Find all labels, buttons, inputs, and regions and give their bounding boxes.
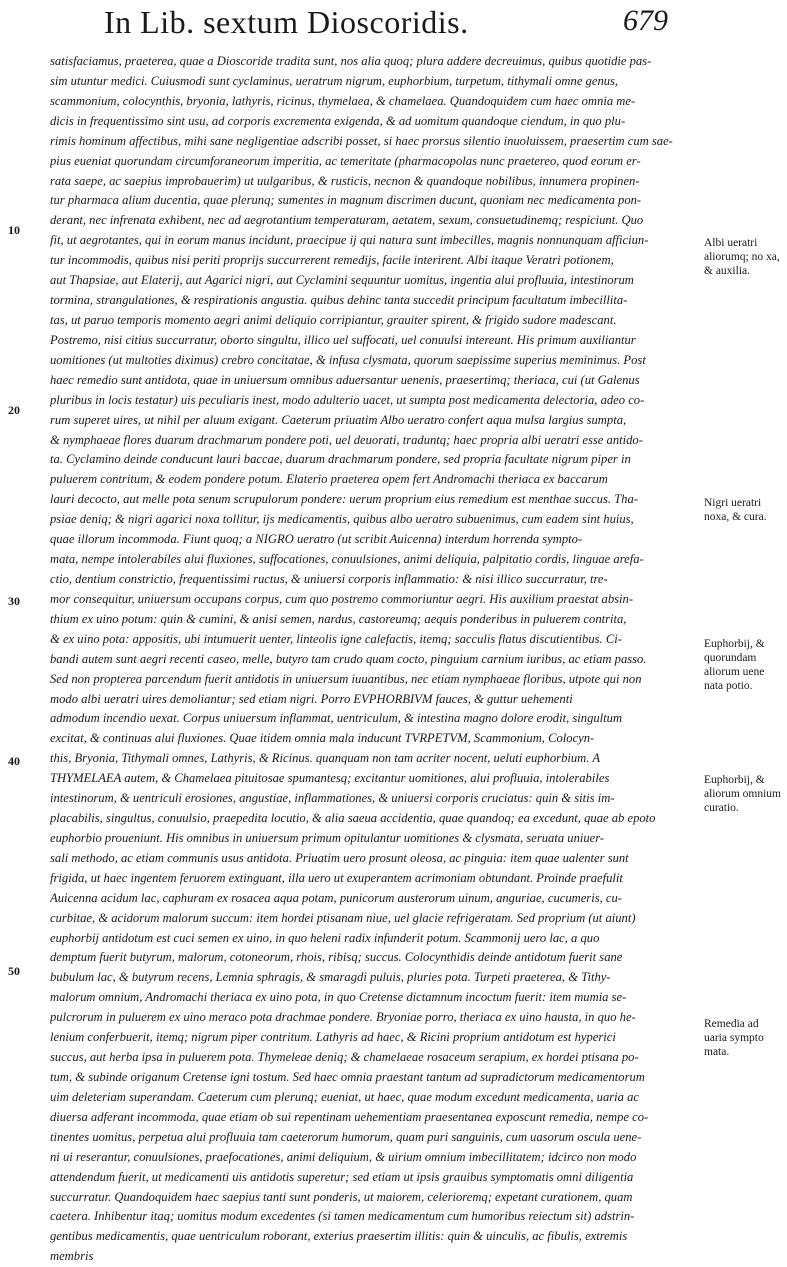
running-title: In Lib. sextum Dioscoridis. (104, 4, 469, 40)
text-line: diuersa adferant incommoda, quae etiam ob sui repentinam uehementiam praesentanea exposcunt remedia, nempe co- (50, 1109, 649, 1124)
text-line: admodum incendio uexat. Corpus uniuersum inflammat, uentriculum, & intestina magno dolore erodit, singultum (50, 711, 623, 726)
text-line: haec remedio sunt antidota, quae in uniuersum omnibus aduersantur uenenis, praesertimq; theriaca, cui (ut Galenus (50, 372, 640, 387)
text-line: uomitiones (ut multoties diximus) crebro concitatae, & infusa clysmata, quorum saepissime superius meminimus. Post (50, 352, 646, 367)
text-line: satisfaciamus, praeterea, quae a Dioscoride tradita sunt, nos alia quoq; plura addere decreuimus, quibus quotidie pas- (50, 54, 652, 68)
text-line: placabilis, singultus, conuulsio, praepedita locutio, & alia saeua accidentia, quae quandoq; ea excedunt, quae ab epoto (50, 811, 656, 826)
text-line: curbitae, & acidorum malorum succum: item hordei ptisanam niue, uel glacie refrigeratam. Sed proprium (ut aiunt) (50, 910, 636, 925)
text-line: succurratur. Quandoquidem haec saepius tanti sunt ponderis, ut maiorem, celerioremq; expetant curationem, quam (50, 1189, 633, 1204)
margin-note: Euphorbij, & quorundam aliorum uene nata potio. (704, 638, 765, 692)
margin-note: Euphorbij, & aliorum omnium curatio. (704, 774, 781, 814)
text-line: membris (50, 1249, 94, 1264)
text-line: tinentes uomitus, perpetua alui profluuia tam caeterorum humorum, quam puri sanguinis, cum uasorum oscula uene- (50, 1129, 642, 1144)
page-header (0, 0, 787, 48)
text-line: bubulum lac, & butyrum recens, Lemnia sphragis, & smaragdi puluis, pluries pota. Turpeti praeterea, & Tithy- (50, 970, 611, 985)
text-line: uim deleteriam superandam. Caeterum cum plerunq; eueniat, ut haec, quae modum excedunt medicamenta, uaria ac (50, 1089, 639, 1104)
text-line: modo albi ueratri uires demoliantur; sed etiam nigri. Porro EVPHORBIVM fauces, & guttur uehementi (50, 691, 573, 706)
text-line: sali methodo, ac etiam communis usus antidota. Priuatim uero prosunt oleosa, ac pinguia: item quae ualenter sunt (50, 850, 629, 865)
margin-note: Nigri ueratri noxa, & cura. (704, 497, 767, 523)
text-line: tum, & subinde origanum Cretense igni tostum. Sed haec omnia praestant tantum ad supradictorum medicamentorum (50, 1070, 645, 1085)
text-line: bandi autem sunt aegri recenti caseo, melle, butyro tam crudo quam cocto, pinguium carnium iuribus, ac etiam passo. (50, 651, 647, 666)
line-number: 20 (8, 403, 20, 417)
text-line: malorum omnium, Andromachi theriaca ex uino pota, in quo Cretense dictamnum incoctum fuerit: item mumia se- (50, 990, 627, 1005)
text-line: thium ex uino potum: quin & cumini, & anisi semen, nardus, castoreumq; aequis ponderibus in puluerem contrita, (50, 611, 627, 626)
text-line: pluribus in locis testatur) uis peculiaris inest, modo adulterio uacet, ut sumpta post medicamenta delectoria, adeo co- (50, 392, 645, 407)
text-line: dicis in frequentissimo sint usu, ad corporis excrementa exigenda, & ad uomitum quandoque ciendum, in quo plu- (50, 113, 626, 128)
text-line: this, Bryonia, Tithymali omnes, Lathyris, & Ricinus. quanquam non tam acriter nocent, ueluti euphorbium. A (50, 751, 601, 766)
text-line: rimis hominum affectibus, mihi sane negligentiae adscribi posset, si haec prorsus silentio inuoluissem, praesertim cum sae- (50, 133, 673, 148)
text-line: mor consequitur, uniuersum occupans corpus, cum quo postremo commoriuntur aegri. His auxilium praestat absin- (50, 591, 634, 606)
text-line: fit, ut aegrotantes, qui in eorum manus incidunt, praecipue ij qui natura sunt imbecilles, magnis nonnunquam afficiun- (50, 233, 649, 248)
text-line: aut Thapsiae, aut Elaterij, aut Agarici nigri, aut Cyclamini sequuntur uomitus, ingentia alui profluuia, intestinorum (50, 273, 634, 288)
text-line: frigida, ut haec ingentem feruorem extinguant, illa uero ut exuperantem acrimoniam obtundant. Proinde praefulit (50, 870, 623, 885)
text-line: tur pharmaca alium ducentia, quae plerunq; sumentes in magnum discrimen ducunt, quoniam nec medicamenta pon- (50, 193, 642, 208)
text-line: Auicenna acidum lac, caphuram ex rosacea aqua potam, punicorum austerorum uinum, anguriae, cucumeris, cu- (50, 890, 622, 905)
text-line: scammonium, colocynthis, bryonia, lathyris, ricinus, thymelaea, & chamelaea. Quandoquidem cum haec omnia me- (50, 93, 636, 108)
text-line: attendendum fuerit, ut medicamenti uis antidotis superetur; sed etiam ut ipsis grauibus symptomatis omni diligentia (50, 1169, 634, 1184)
text-line: tormina, strangulationes, & respirationis angustia. quibus dehinc tanta succedit principum facultatum imbecillita- (50, 293, 628, 308)
body-text (50, 52, 700, 1267)
text-line: lauri decocto, aut melle pota senum scrupulorum pondere: uerum proprium eius remedium est menthae succus. Tha- (50, 492, 638, 507)
text-line: Postremo, nisi citius succurratur, oborto singultu, illico uel suffocati, uel conuulsi intereunt. His primum auxiliantur (50, 332, 636, 347)
text-line: tas, ut paruo temporis momento aegri animi deliquio corripiantur, grauiter spirent, & frigido sudore madescant. (50, 312, 617, 327)
text-line: lenium conferbuerit, itemq; nigrum piper contritum. Lathyris ad haec, & Ricini proprium antidotum est hyperici (50, 1030, 616, 1045)
text-line: ni ui reserantur, conuulsiones, praefocationes, animi deliquium, & uirium omnium imbecillitatem; idcirco non modo (50, 1149, 637, 1164)
text-line: derant, nec infrenata exhibent, nec ad aegrotantium temperaturam, aetatem, sexum, consuetudinemq; respiciunt. Quo (50, 213, 644, 228)
text-line: ctio, dentium constrictio, frequentissimi ructus, & uniuersi corporis inflammatio: & nisi illico succurratur, tre- (50, 571, 608, 586)
text-line: excitat, & continuas alui fluxiones. Quae itidem omnia mala inducunt TVRPETVM, Scammonium, Colocyn- (50, 731, 595, 746)
margin-note: Remedia ad uaria sympto mata. (704, 1018, 764, 1058)
text-line: gentibus medicamentis, quae uentriculum roborant, exterius praesertim illitis: quin & uinculis, ac fibulis, extremis (50, 1229, 628, 1244)
page-number: 679 (623, 4, 668, 37)
text-line: sim utuntur medici. Cuiusmodi sunt cyclaminus, ueratrum nigrum, euphorbium, turpetum, tithymali omne genus, (50, 73, 619, 88)
line-number: 30 (8, 594, 20, 608)
text-line: rum superet uires, ut nihil per aluum exigant. Caeterum priuatim Albo ueratro confert aqua mulsa largius sumpta, (50, 412, 627, 427)
text-line: THYMELAEA autem, & Chamelaea pituitosae spumantesq; excitantur uomitiones, alui profluuia, intolerabiles (50, 771, 610, 786)
margin-note: Albi ueratri aliorumq; no xa, & auxilia. (704, 237, 780, 277)
text-line: pius eueniat quorundam circumforaneorum imperitia, ac temeritate (pharmacopolas nunc praetereo, quod eorum er- (50, 153, 641, 168)
text-line: mata, nempe intolerabiles alui fluxiones, suffocationes, conuulsiones, animi deliquia, palpitatio cordis, linguae arefa- (50, 552, 644, 567)
line-number: 10 (8, 223, 20, 237)
text-line: tur incommodis, quibus nisi periti proprijs succurrerent remedijs, facile interirent. Albi itaque Veratri potionem, (50, 253, 614, 268)
text-line: psiae deniq; & nigri agarici noxa tollitur, ijs medicamentis, quibus albo ueratro subuenimus, cum eadem sint huius, (50, 512, 634, 527)
line-number: 50 (8, 964, 20, 978)
text-line: caetera. Inhibentur itaq; uomitus modum excedentes (si tamen medicamentum cum humoribus reiectum sit) adstrin- (50, 1209, 635, 1224)
text-line: & nymphaeae flores duarum drachmarum pondere poti, uel deuorati, traduntq; haec propria albi ueratri esse antido- (50, 432, 643, 447)
text-line: pulcrorum in puluerem ex uino meraco pota drachmae pondere. Bryoniae porro, theriaca ex uino hausta, in quo he- (50, 1010, 636, 1025)
text-line: succus, aut herba ipsa in puluerem pota. Thymeleae deniq; & chamelaeae rosaceum serapium, ex hordei ptisana po- (50, 1050, 639, 1065)
text-line: demptum fuerit butyrum, malorum, cotoneorum, rhois, ribisq; succus. Colocynthidis deinde antidotum fuerit sane (50, 950, 623, 965)
text-line: puluerem contritum, & eodem pondere potum. Elaterio praeterea opem fert Andromachi theriaca ex baccarum (50, 472, 608, 487)
text-line: Sed non propterea parcendum fuerit antidotis in uniuersum iuuantibus, nec etiam nymphaeae floribus, utpote qui non (50, 671, 642, 686)
line-number: 40 (8, 754, 20, 768)
text-line: & ex uino pota: appositis, ubi intumuerit uenter, linteolis igne calefactis, itemq; sacculis flatus discutientibus. Ci- (50, 631, 622, 646)
text-line: ta. Cyclamino deinde conducunt lauri baccae, duarum drachmarum pondere, sed propria facultate nigrum piper in (50, 452, 631, 467)
text-line: quae illorum incommoda. Fiunt quoq; a NIGRO ueratro (ut scribit Auicenna) interdum horrenda sympto- (50, 532, 583, 547)
text-line: intestinorum, & uentriculi erosiones, angustiae, inflammationes, & uniuersi corporis cruciatus: quin & sitis im- (50, 791, 615, 806)
text-line: rata saepe, ac saepius improbauerim) ut uulgaribus, & rusticis, necnon & quandoque nobilibus, innumera propinen- (50, 173, 640, 188)
text-line: euphorbio proueniunt. His omnibus in uniuersum primum opitulantur uomitiones & clysmata, seruata uniuer- (50, 830, 605, 845)
text-line: euphorbij antidotum est cuci semen ex uino, in quo heleni radix infunderit potum. Scammonij uero lac, a quo (50, 930, 600, 945)
